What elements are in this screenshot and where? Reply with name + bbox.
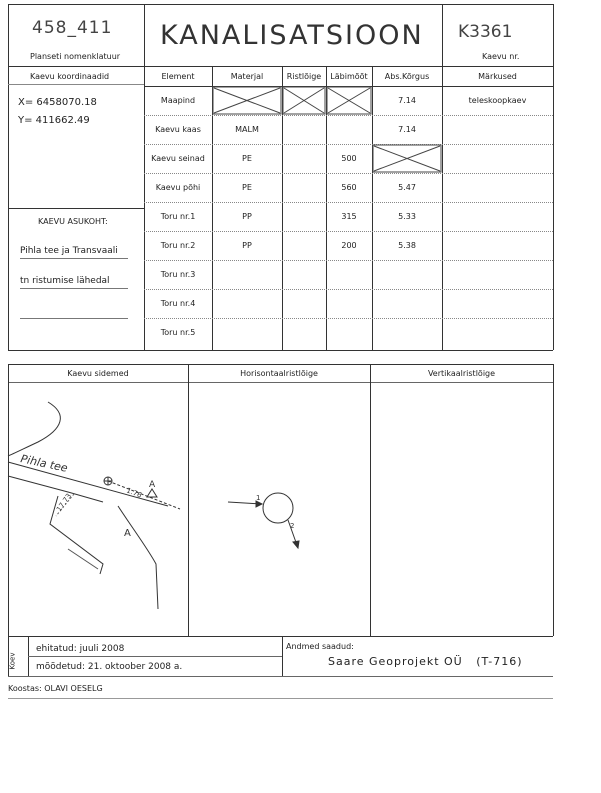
table-row-rule <box>144 318 553 319</box>
section-label: A <box>149 480 156 490</box>
table-cell-height: 5.38 <box>398 241 416 250</box>
location-underline-1 <box>20 258 128 259</box>
table-header-cell: Element <box>161 72 195 81</box>
table-cell-element: Kaevu kaas <box>155 125 201 134</box>
table-cell-height: 7.14 <box>398 125 416 134</box>
well-circle <box>263 493 293 523</box>
compiler: Koostas: OLAVI OESELG <box>8 684 103 693</box>
horizontal-section <box>190 384 370 634</box>
frame-right <box>553 4 554 350</box>
location-caption: KAEVU ASUKOHT: <box>38 217 108 226</box>
frame-divider-b <box>442 4 443 66</box>
table-cell-height: 5.47 <box>398 183 416 192</box>
table-row-rule <box>144 115 553 116</box>
table-row-rule <box>144 231 553 232</box>
table-col-line <box>442 66 443 350</box>
panel-title-connections: Kaevu sidemed <box>67 369 129 378</box>
location-underline-2 <box>20 288 128 289</box>
well-number: K3361 <box>458 22 513 42</box>
panels-div-1 <box>188 364 189 636</box>
panels-top <box>8 364 553 365</box>
frame-top <box>8 4 553 5</box>
table-cell-diameter: 500 <box>341 154 357 163</box>
panels-bottom <box>8 636 553 637</box>
table-cell-diameter: 560 <box>341 183 357 192</box>
table-cell-element: Maapind <box>160 96 196 105</box>
road-edge-top <box>8 462 168 506</box>
pipe-1-label: 1 <box>256 494 261 502</box>
table-cell-element: Toru nr.1 <box>160 212 196 221</box>
table-cell-element: Toru nr.3 <box>160 270 196 279</box>
coordinates-caption: Kaevu koordinaadid <box>30 72 110 81</box>
footer-bottom <box>8 676 553 677</box>
measured-date: mõõdetud: 21. oktoober 2008 a. <box>36 662 183 672</box>
coordinate-x: X= 6458070.18 <box>18 97 97 108</box>
table-cell-material: PP <box>242 241 252 250</box>
built-date: ehitatud: juuli 2008 <box>36 644 125 654</box>
not-applicable-cross-icon <box>282 86 326 115</box>
location-line-1: Pihla tee ja Transvaali <box>20 246 118 256</box>
panel-title-horizontal: Horisontaalristlõige <box>240 369 318 378</box>
dimension-2: 1.76 <box>125 486 143 500</box>
coordinate-y: Y= 411662.49 <box>18 115 90 126</box>
location-line-2: tn ristumise lähedal <box>20 276 110 286</box>
pipe-line <box>108 481 180 509</box>
table-row-rule <box>144 173 553 174</box>
road-edge-mid <box>8 476 103 502</box>
table-cell-height: 7.14 <box>398 96 416 105</box>
panels-header-rule <box>8 382 553 383</box>
footer-mid-div <box>282 636 283 676</box>
table-header-cell: Läbimõõt <box>330 72 368 81</box>
well-caption: Kaevu nr. <box>482 52 520 61</box>
table-cell-element: Kaevu põhi <box>155 183 201 192</box>
not-applicable-cross-icon <box>326 86 372 115</box>
frame-header-bottom <box>8 66 553 67</box>
panels-right <box>553 364 554 636</box>
table-cell-diameter: 200 <box>341 241 357 250</box>
table-cell-element: Kaevu seinad <box>151 154 205 163</box>
panel-title-vertical: Vertikaalristlõige <box>427 369 496 378</box>
table-cell-height: 5.33 <box>398 212 416 221</box>
footer-bottom-2 <box>8 698 553 699</box>
table-cell-element: Toru nr.4 <box>160 299 196 308</box>
company-name: Saare Geoprojekt OÜ (T-716) <box>328 655 523 668</box>
table-header-cell: Ristlõige <box>286 72 322 81</box>
street-label: Pihla tee <box>19 452 69 475</box>
data-source-caption: Andmed saadud: <box>286 642 354 651</box>
pipe-2-label: 2 <box>290 522 295 530</box>
site-sketch <box>8 384 188 634</box>
table-cell-material: PE <box>242 183 252 192</box>
table-cell-diameter: 315 <box>341 212 357 221</box>
table-cell-element: Toru nr.5 <box>160 328 196 337</box>
road-curve-upper <box>8 402 60 456</box>
table-row-rule <box>144 144 553 145</box>
table-cell-material: MALM <box>235 125 259 134</box>
table-header-cell: Abs.Kõrgus <box>384 72 430 81</box>
panels-div-2 <box>370 364 371 636</box>
frame-left <box>8 4 9 350</box>
table-cell-notes: teleskoopkaev <box>468 96 527 105</box>
dimension-1: 17.73 <box>55 492 74 514</box>
sheet-caption: Planseti nomenklatuur <box>30 52 121 61</box>
table-cell-material: PE <box>242 154 252 163</box>
parcel-line-2 <box>118 506 158 609</box>
table-row-rule <box>144 260 553 261</box>
table-header-cell: Materjal <box>230 72 264 81</box>
parcel-label: A <box>124 528 131 539</box>
page-title: KANALISATSIOON <box>160 20 424 51</box>
fence-line <box>68 549 98 569</box>
table-cell-material: PP <box>242 212 252 221</box>
table-col-line <box>372 66 373 350</box>
not-applicable-cross-icon <box>372 144 442 173</box>
frame-table-bottom <box>8 350 553 351</box>
footer-side-label: Koev <box>8 652 17 670</box>
sheet-number: 458_411 <box>32 18 113 38</box>
table-row-rule <box>144 289 553 290</box>
not-applicable-cross-icon <box>212 86 282 115</box>
section-marker-icon <box>147 489 157 497</box>
table-cell-element: Toru nr.2 <box>160 241 196 250</box>
table-header-cell: Märkused <box>478 72 517 81</box>
location-rule <box>8 208 144 209</box>
location-underline-3 <box>20 318 128 319</box>
coord-rule <box>8 84 144 85</box>
table-row-rule <box>144 202 553 203</box>
footer-row-rule <box>28 656 282 657</box>
